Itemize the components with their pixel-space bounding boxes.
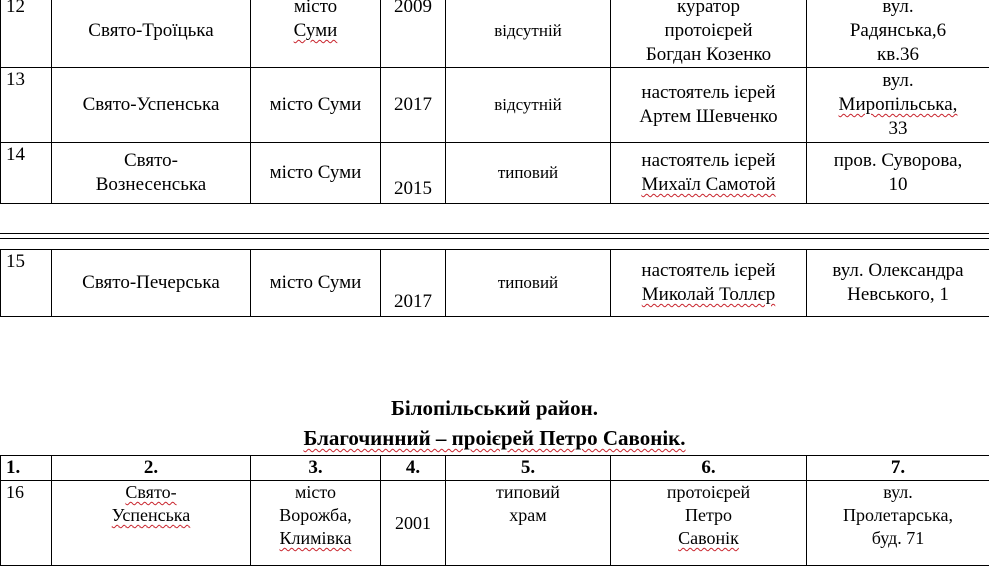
address-line: Миропільська, xyxy=(838,94,958,115)
priest-line: Богдан Козенко xyxy=(645,44,772,65)
address-line: вул. xyxy=(883,482,913,502)
address-line: вул. xyxy=(882,0,914,17)
church-name-line: Свято- xyxy=(125,482,177,502)
location: місто Суми xyxy=(251,68,381,143)
parish-table-top xyxy=(0,0,989,204)
address xyxy=(807,0,989,68)
priest-line: Михаїл Самотой xyxy=(641,174,776,195)
priest-line: Петро xyxy=(684,505,733,525)
table-row xyxy=(1,250,989,317)
column-header: 3. xyxy=(251,456,381,481)
address-line: Радянська,6 xyxy=(849,20,947,41)
priest xyxy=(611,68,807,143)
section-title: Білопільський район. xyxy=(391,396,598,420)
year: 2017 xyxy=(381,68,446,143)
location-line: Климівка xyxy=(279,528,352,548)
address-line: 10 xyxy=(888,174,908,195)
location: місто Суми xyxy=(251,143,381,204)
priest-line: куратор xyxy=(677,0,740,17)
table-row xyxy=(1,68,989,143)
row-number: 16 xyxy=(1,481,52,566)
address xyxy=(807,250,989,317)
table-row xyxy=(1,0,989,68)
column-header: 5. xyxy=(446,456,611,481)
priest-line: Савонік xyxy=(678,528,739,548)
year: 2015 xyxy=(381,143,446,204)
location-line: місто xyxy=(293,0,338,17)
address-line: Невського, 1 xyxy=(847,284,949,305)
priest-line: настоятель ієрей xyxy=(641,82,776,103)
building-type: відсутній xyxy=(446,0,611,68)
row-number: 13 xyxy=(1,68,52,143)
address xyxy=(807,68,989,143)
year: 2001 xyxy=(381,481,446,566)
table-row xyxy=(1,481,989,566)
row-number: 15 xyxy=(1,250,52,317)
building-type xyxy=(446,481,611,566)
column-header: 2. xyxy=(52,456,251,481)
church-name xyxy=(52,143,251,204)
church-name-line: Свято- xyxy=(123,150,178,171)
building-type-line: храм xyxy=(509,505,547,525)
priest-line: Артем Шевченко xyxy=(639,106,778,127)
location-line: Суми xyxy=(293,20,338,41)
church-name: Свято-Успенська xyxy=(52,68,251,143)
location xyxy=(251,481,381,566)
location-line: місто xyxy=(294,482,336,502)
parish-table-middle xyxy=(0,249,989,317)
divider-line xyxy=(0,233,989,234)
priest-line: настоятель ієрей xyxy=(641,260,776,281)
location-line: Ворожба, xyxy=(279,505,352,525)
table-row xyxy=(1,143,989,204)
church-name: Свято-Печерська xyxy=(52,250,251,317)
location: місто Суми xyxy=(251,250,381,317)
column-header: 1. xyxy=(1,456,52,481)
address-line: вул. xyxy=(882,70,914,91)
priest-line: настоятель ієрей xyxy=(641,150,776,171)
header-row xyxy=(1,456,989,481)
address xyxy=(807,481,989,566)
address-line: буд. 71 xyxy=(871,528,925,548)
row-number: 14 xyxy=(1,143,52,204)
address-line: вул. Олександра xyxy=(832,260,964,281)
church-name-line: Успенська xyxy=(111,505,191,525)
building-type: типовий xyxy=(446,250,611,317)
priest xyxy=(611,481,807,566)
address-line: кв.36 xyxy=(877,44,919,65)
priest xyxy=(611,250,807,317)
address-line: пров. Суворова, xyxy=(833,150,963,171)
priest xyxy=(611,0,807,68)
address xyxy=(807,143,989,204)
church-name: Свято-Троїцька xyxy=(52,0,251,68)
building-type: типовий xyxy=(446,143,611,204)
building-type-line: типовий xyxy=(496,482,560,502)
column-header: 7. xyxy=(807,456,989,481)
address-line: 33 xyxy=(888,118,908,139)
column-header: 6. xyxy=(611,456,807,481)
priest xyxy=(611,143,807,204)
building-type: відсутній xyxy=(446,68,611,143)
parish-table-bottom xyxy=(0,455,989,566)
year: 2009 xyxy=(381,0,446,68)
column-header: 4. xyxy=(381,456,446,481)
priest-line: протоієрей xyxy=(666,482,751,502)
divider-line xyxy=(0,238,989,239)
row-number: 12 xyxy=(1,0,52,68)
address-line: Пролетарська, xyxy=(843,505,953,525)
section-subtitle: Благочинний – проієрей Петро Савонік. xyxy=(303,426,686,450)
priest-line: протоієрей xyxy=(664,20,753,41)
priest-line: Миколай Толлєр xyxy=(641,284,776,305)
location xyxy=(251,0,381,68)
church-name xyxy=(52,481,251,566)
year: 2017 xyxy=(381,250,446,317)
church-name-line: Вознесенська xyxy=(95,174,207,195)
